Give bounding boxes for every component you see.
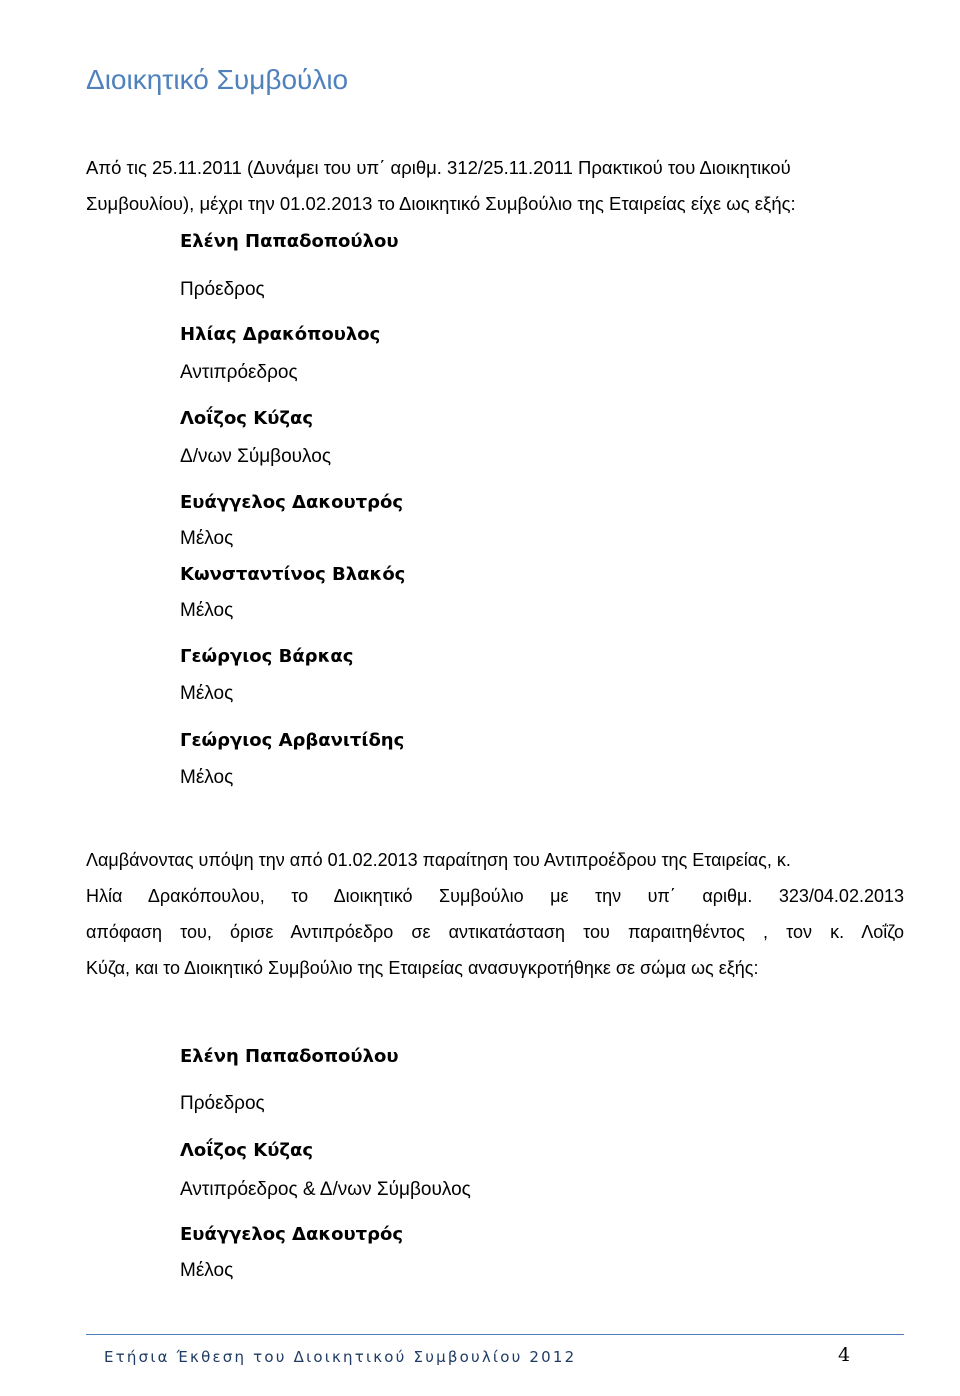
board-member <box>180 490 403 552</box>
paragraph-line: Κύζα, και το Διοικητικό Συμβούλιο της Εταιρείας ανασυγκροτήθηκε σε σώμα ως εξής: <box>86 958 759 978</box>
board-member <box>180 229 399 255</box>
member-role: Μέλος <box>180 600 234 621</box>
change-paragraph <box>86 842 904 986</box>
page-number: 4 <box>838 1344 851 1366</box>
footer-report-title: Ετήσια Έκθεση του Διοικητικού Συμβουλίου 2012 <box>104 1348 577 1366</box>
member-role: Μέλος <box>180 1260 234 1281</box>
member-role: Αντιπρόεδρος <box>180 362 298 383</box>
board-member <box>180 728 404 791</box>
footer-divider <box>86 1334 904 1335</box>
member-role: Μέλος <box>180 683 234 704</box>
member-name: Ευάγγελος Δακουτρός <box>180 1224 404 1245</box>
member-name: Ηλίας Δρακόπουλος <box>180 324 381 345</box>
member-name: Γεώργιος Βάρκας <box>180 646 354 667</box>
board-member-role-block <box>180 277 265 303</box>
intro-line: Από τις 25.11.2011 (Δυνάμει του υπ΄ αριθμ. 312/25.11.2011 Πρακτικού του Διοικητικού <box>86 157 791 178</box>
member-name: Γεώργιος Αρβανιτίδης <box>180 730 405 751</box>
board-member <box>180 322 380 386</box>
member-role: Πρόεδρος <box>180 279 265 300</box>
member-role: Αντιπρόεδρος & Δ/νων Σύμβουλος <box>180 1179 471 1200</box>
member-name: Λοΐζος Κύζας <box>180 1140 314 1161</box>
board-member <box>180 1222 403 1284</box>
member-name: Ελένη Παπαδοπούλου <box>180 231 399 252</box>
intro-line: Συμβουλίου), μέχρι την 01.02.2013 το Διοικητικό Συμβούλιο της Εταιρείας είχε ως εξής: <box>86 193 796 214</box>
board-member <box>180 406 331 470</box>
paragraph-line: Ηλία Δρακόπουλου, το Διοικητικό Συμβούλιο με την υπ΄ αριθμ. 323/04.02.2013 <box>86 886 904 906</box>
member-role: Πρόεδρος <box>180 1093 265 1114</box>
board-member <box>180 1044 399 1117</box>
member-name: Λοΐζος Κύζας <box>180 408 314 429</box>
member-name: Κωνσταντίνος Βλακός <box>180 564 406 585</box>
paragraph-line: απόφαση του, όρισε Αντιπρόεδρο σε αντικατάσταση του παραιτηθέντος , τον κ. Λοΐζο <box>86 922 904 942</box>
intro-paragraph <box>86 150 886 222</box>
paragraph-line: Λαμβάνοντας υπόψη την από 01.02.2013 παραίτηση του Αντιπροέδρου της Εταιρείας, κ. <box>86 850 791 870</box>
page-title: Διοικητικό Συμβούλιο <box>86 64 349 95</box>
member-name: Ελένη Παπαδοπούλου <box>180 1046 399 1067</box>
member-role: Μέλος <box>180 528 234 549</box>
member-name: Ευάγγελος Δακουτρός <box>180 492 404 513</box>
board-member <box>180 644 353 707</box>
member-role: Δ/νων Σύμβουλος <box>180 446 331 467</box>
board-member <box>180 1138 471 1203</box>
member-role: Μέλος <box>180 767 234 788</box>
board-member <box>180 562 405 624</box>
